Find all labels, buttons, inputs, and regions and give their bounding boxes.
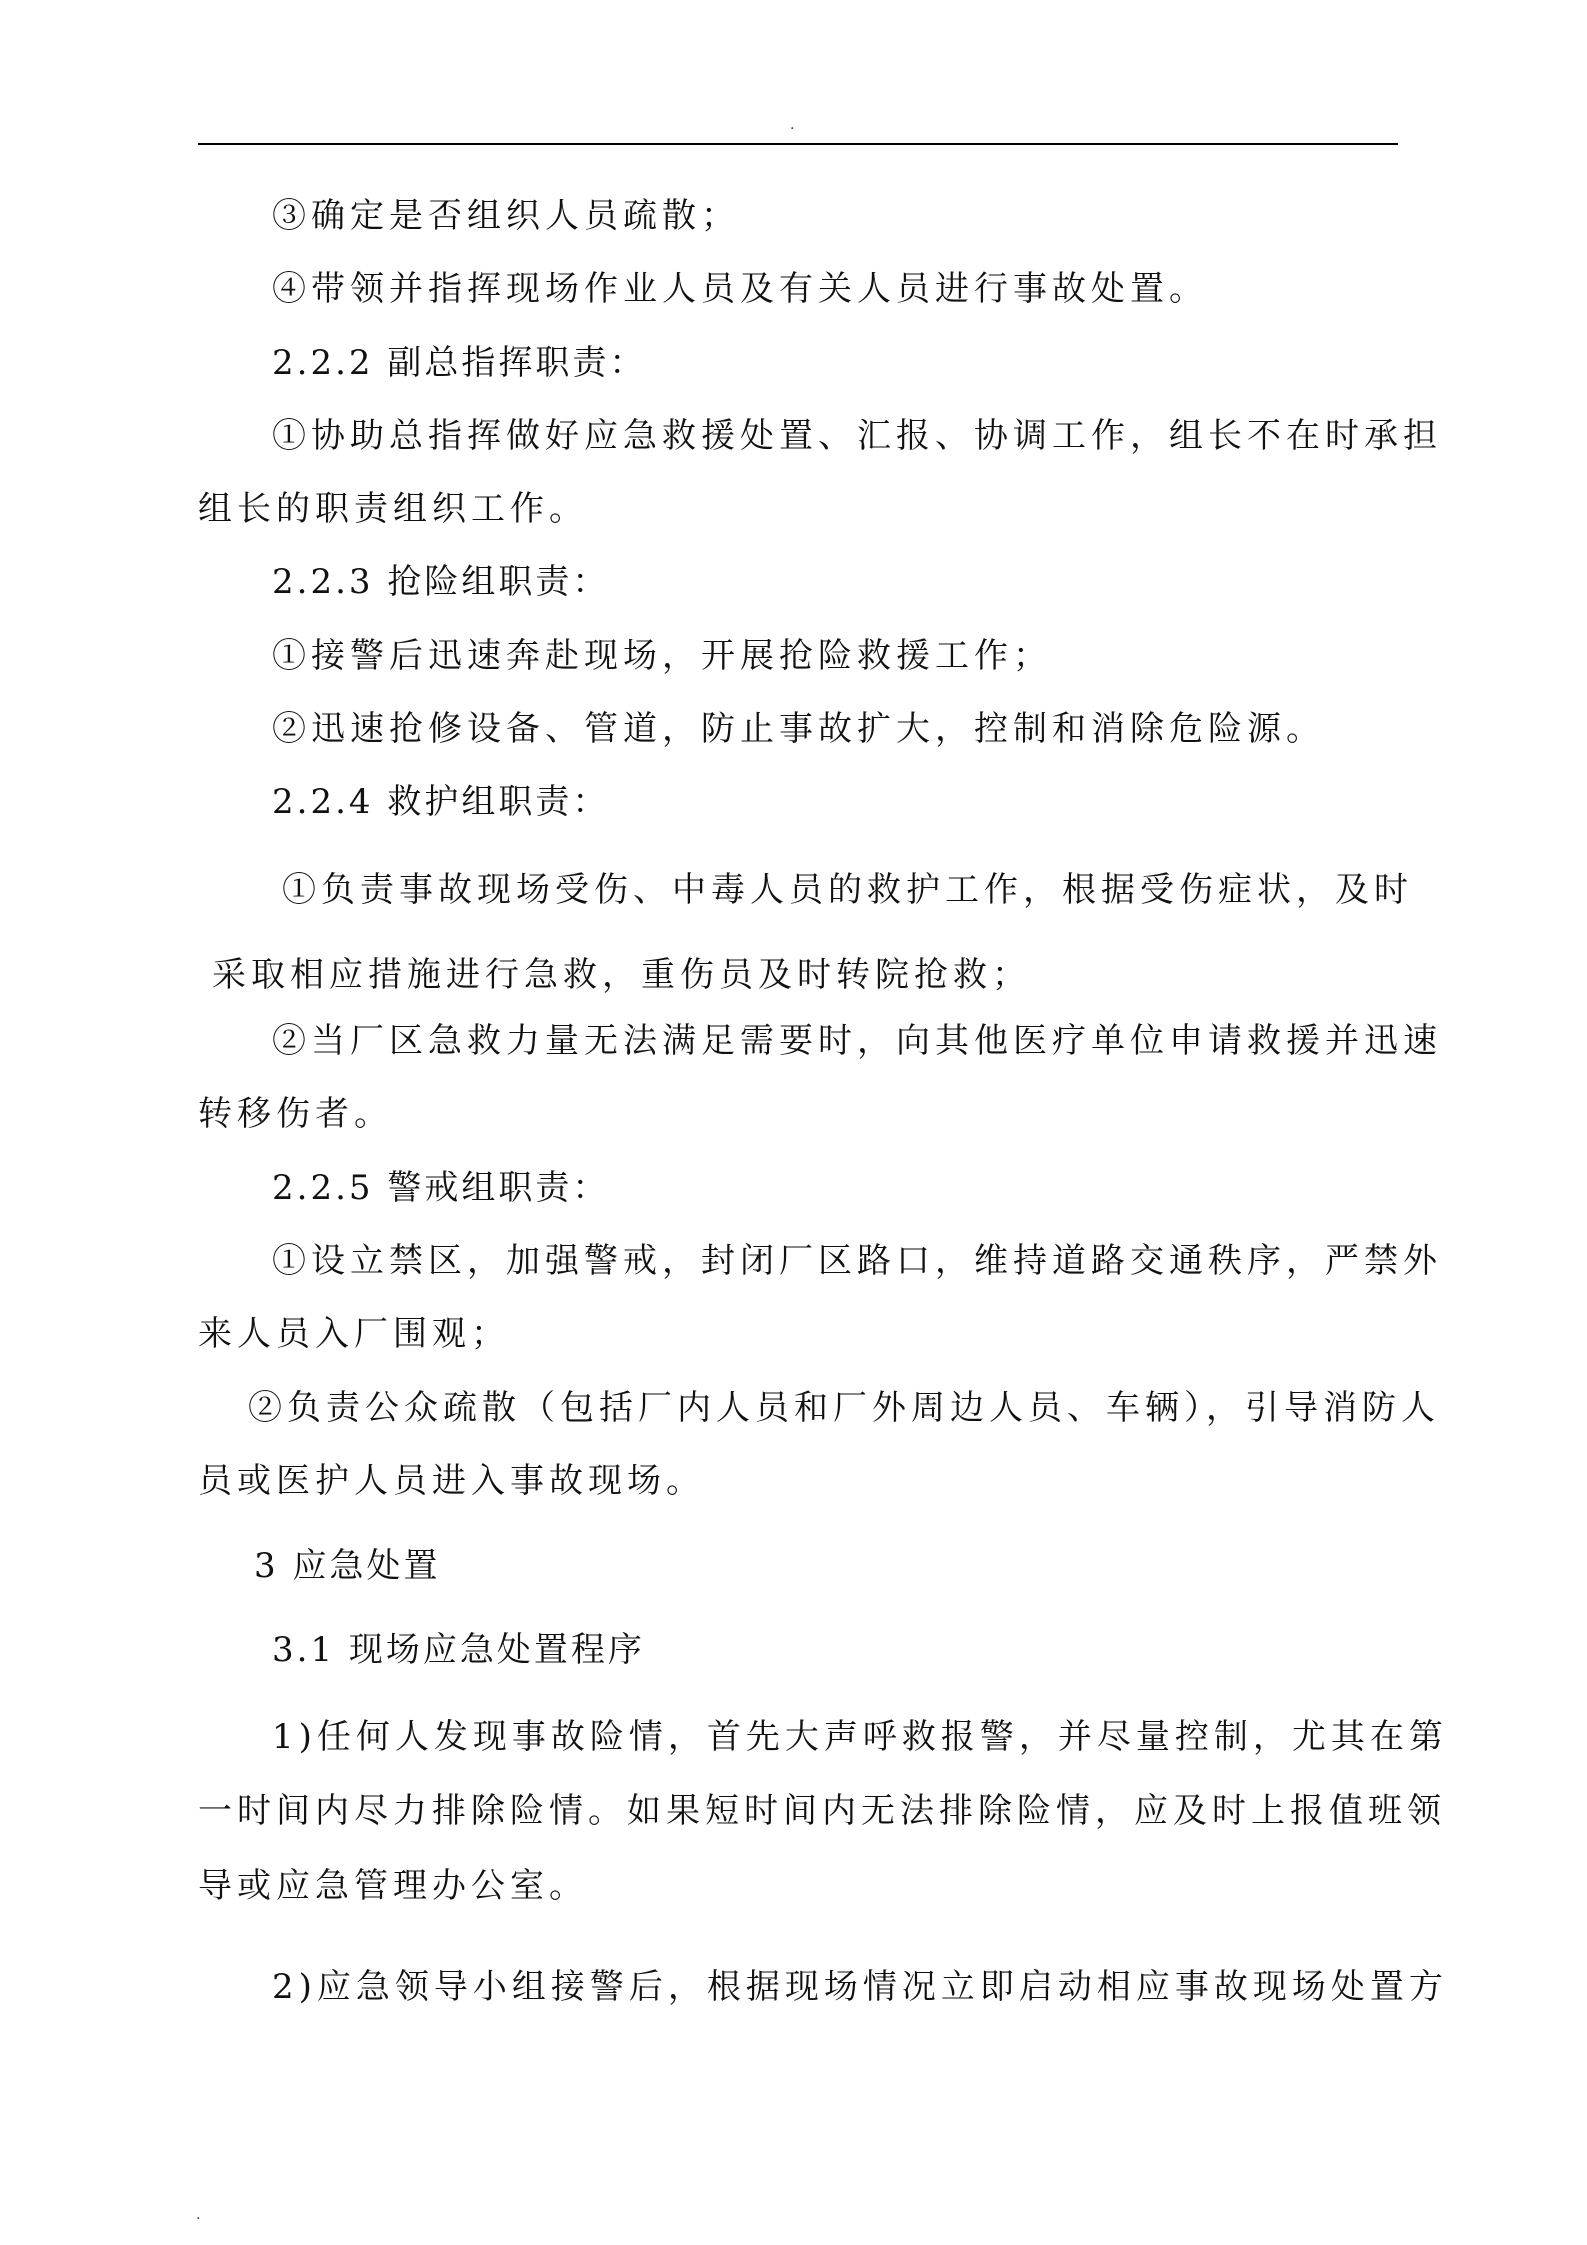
text-line: ①负责事故现场受伤、中毒人员的救护工作，根据受伤症状，及时: [282, 870, 1413, 910]
text-line: 1)任何人发现事故险情，首先大声呼救报警，并尽量控制，尤其在第: [272, 1717, 1448, 1757]
header-rule: [198, 143, 1398, 145]
section-heading-2-2-3: 2.2.3 抢险组职责：: [272, 562, 610, 602]
section-heading-3-1: 3.1 现场应急处置程序: [272, 1630, 645, 1670]
section-heading-2-2-5: 2.2.5 警戒组职责：: [272, 1168, 610, 1208]
text-line: ①协助总指挥做好应急救援处置、汇报、协调工作，组长不在时承担: [272, 416, 1442, 456]
text-line: ③确定是否组织人员疏散；: [272, 196, 740, 236]
text-line: 转移伤者。: [198, 1094, 393, 1134]
section-heading-3: 3 应急处置: [254, 1546, 441, 1586]
text-line: ②迅速抢修设备、管道，防止事故扩大，控制和消除危险源。: [272, 709, 1325, 749]
text-line: 组长的职责组织工作。: [198, 489, 588, 529]
header-mark: .: [790, 117, 795, 133]
text-line: ②负责公众疏散（包括厂内人员和厂外周边人员、车辆），引导消防人: [248, 1388, 1440, 1428]
text-line: ④带领并指挥现场作业人员及有关人员进行事故处置。: [272, 269, 1208, 309]
footer-mark: .: [196, 2207, 201, 2223]
text-line: ①设立禁区，加强警戒，封闭厂区路口，维持道路交通秩序，严禁外: [272, 1241, 1442, 1281]
text-line: 来人员入厂围观；: [198, 1314, 510, 1354]
text-line: 一时间内尽力排除险情。如果短时间内无法排除险情，应及时上报值班领: [198, 1791, 1446, 1831]
text-line: ①接警后迅速奔赴现场，开展抢险救援工作；: [272, 636, 1052, 676]
text-line: 导或应急管理办公室。: [198, 1866, 588, 1906]
text-line: 2)应急领导小组接警后，根据现场情况立即启动相应事故现场处置方: [272, 1967, 1448, 2007]
text-line: ②当厂区急救力量无法满足需要时，向其他医疗单位申请救援并迅速: [272, 1021, 1442, 1061]
section-heading-2-2-4: 2.2.4 救护组职责：: [272, 782, 610, 822]
section-heading-2-2-2: 2.2.2 副总指挥职责：: [272, 343, 647, 383]
text-line: 员或医护人员进入事故现场。: [198, 1461, 705, 1501]
text-line: 采取相应措施进行急救，重伤员及时转院抢救；: [212, 955, 1031, 995]
